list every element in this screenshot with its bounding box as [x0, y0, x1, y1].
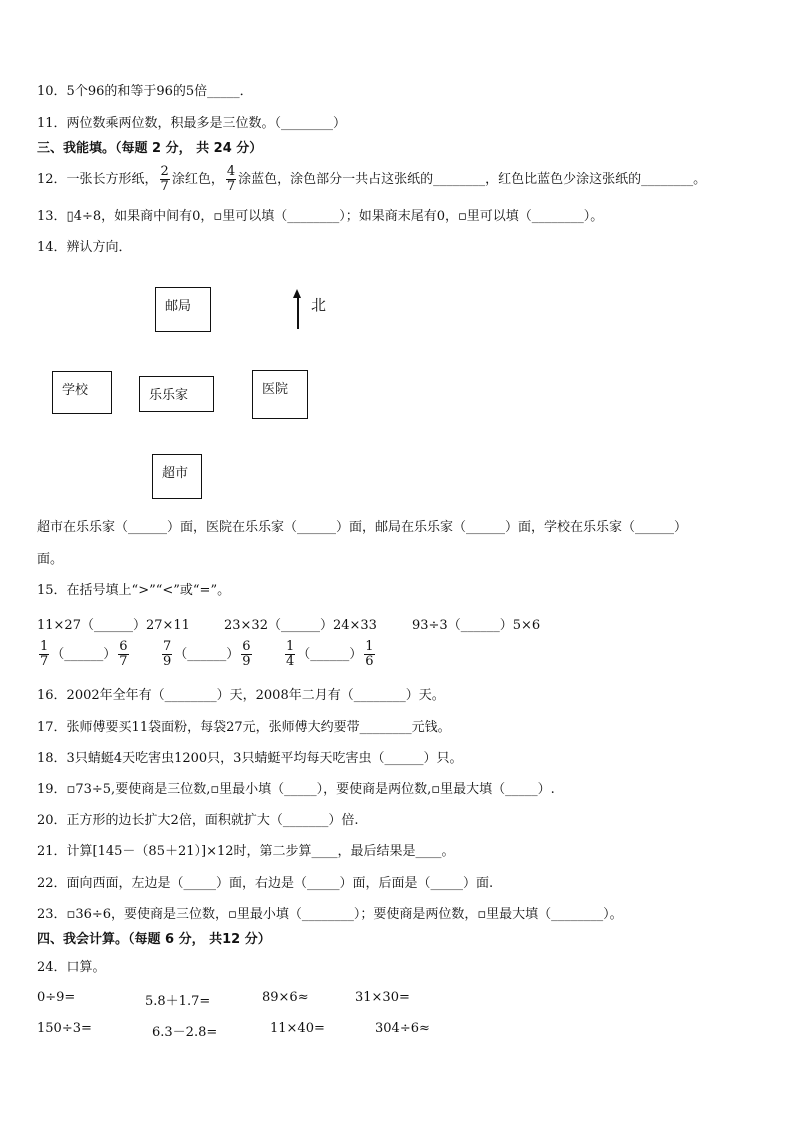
oral-calc-1-1: 0÷9=	[37, 990, 76, 1005]
question-15: 15．在括号填上“>”“<”或“=”。	[37, 583, 231, 598]
question-14-answer: 超市在乐乐家（______）面，医院在乐乐家（______）面，邮局在乐乐家（______）面，学校在乐乐家（______）	[37, 520, 688, 535]
oral-calc-2-2: 6.3－2.8=	[152, 1025, 218, 1040]
q15-p3-r-num: 1	[365, 639, 374, 654]
q15-p2-l-den: 9	[163, 654, 172, 669]
question-14: 14．辨认方向．	[37, 240, 132, 255]
question-23: 23．▫36÷6，要使商是三位数，▫里最小填（________）；要使商是两位数，▫里最大填（________）。	[37, 907, 623, 922]
q12-f1-num: 2	[160, 164, 169, 179]
q15-p2-left	[162, 640, 172, 669]
question-19: 19．▫73÷5,要使商是三位数,▫里最小填（_____），要使商是两位数,▫里最大填（_____）.	[37, 782, 555, 797]
oral-calc-1-2: 5.8＋1.7=	[145, 994, 211, 1009]
section-4-heading: 四、我会计算。（每题 6 分， 共12 分）	[37, 932, 271, 947]
question-21: 21．计算[145－（85＋21）]×12时，第二步算____，最后结果是____。	[37, 844, 455, 859]
q15-p2-r-num: 6	[242, 639, 251, 654]
school-box	[52, 371, 112, 414]
q15-p2-blank: （______）	[174, 647, 240, 662]
q15-p2-right	[241, 640, 251, 669]
lele-home-box	[139, 376, 214, 412]
q12-prefix: 12．一张长方形纸，	[37, 172, 158, 187]
supermarket-box	[152, 454, 202, 499]
question-18: 18．3只蜻蜓4天吃害虫1200只，3只蜻蜓平均每天吃害虫（______）只。	[37, 751, 463, 766]
q15-compare-b: 23×32（______）24×33	[224, 618, 377, 633]
q15-compare-a: 11×27（______）27×11	[37, 618, 190, 633]
question-10: 10．5个96的和等于96的5倍_____．	[37, 84, 253, 99]
q15-p1-left	[39, 640, 49, 669]
q15-p1-r-num: 6	[119, 639, 128, 654]
question-17: 17．张师傅要买11袋面粉，每袋27元，张师傅大约要带________元钱。	[37, 720, 451, 735]
q12-fraction-1	[160, 165, 170, 194]
oral-calc-2-3: 11×40=	[270, 1021, 325, 1036]
q15-p1-r-den: 7	[119, 654, 128, 669]
q15-p1-l-num: 1	[40, 639, 49, 654]
q15-p1-right	[118, 640, 128, 669]
q15-p2-r-den: 9	[242, 654, 251, 669]
north-label: 北	[311, 296, 327, 314]
q15-compare-c: 93÷3（______）5×6	[412, 618, 541, 633]
supermarket-label: 超市	[162, 466, 189, 481]
question-11: 11．两位数乘两位数，积最多是三位数。（________）	[37, 116, 347, 131]
hospital-label: 医院	[262, 382, 289, 397]
q15-p3-l-den: 4	[286, 654, 295, 669]
q15-p3-left	[285, 640, 295, 669]
oral-calc-1-3: 89×6≈	[262, 990, 309, 1005]
q15-p3-blank: （______）	[297, 647, 363, 662]
q15-p3-r-den: 6	[365, 654, 374, 669]
q12-f1-den: 7	[160, 179, 169, 194]
q15-fraction-compare-3	[283, 640, 377, 669]
oral-calc-2-4: 304÷6≈	[375, 1021, 430, 1036]
oral-calc-1-4: 31×30=	[355, 990, 410, 1005]
q12-f2-num: 4	[226, 164, 236, 179]
lele-home-label: 乐乐家	[149, 388, 189, 403]
north-arrow-icon	[297, 296, 299, 329]
q15-p2-l-num: 7	[163, 639, 172, 654]
q15-fraction-compare-2	[160, 640, 254, 669]
question-12	[37, 162, 706, 198]
q15-p1-l-den: 7	[40, 654, 49, 669]
q15-fraction-compare-1	[37, 640, 131, 669]
q15-p3-l-num: 1	[286, 639, 295, 654]
post-office-label: 邮局	[165, 299, 192, 314]
section-3-heading: 三、我能填。（每题 2 分， 共 24 分）	[37, 141, 263, 156]
question-20: 20．正方形的边长扩大2倍，面积就扩大（_______）倍.	[37, 813, 359, 828]
hospital-box	[252, 370, 308, 419]
q12-suffix: 涂蓝色，涂色部分一共占这张纸的________，红色比蓝色少涂这张纸的________。	[238, 172, 707, 187]
question-13: 13．▯4÷8，如果商中间有0，▫里可以填（________）；如果商末尾有0，▫里可以填（________）。	[37, 209, 604, 224]
question-24: 24．口算。	[37, 960, 106, 975]
q15-p3-right	[364, 640, 374, 669]
post-office-box	[155, 287, 211, 332]
school-label: 学校	[62, 383, 89, 398]
question-22: 22．面向西面，左边是（_____）面，右边是（_____）面，后面是（_____）面.	[37, 876, 494, 891]
q12-fraction-2	[226, 165, 236, 194]
question-14-answer-end: 面。	[37, 552, 64, 567]
q12-mid: 涂红色，	[171, 172, 224, 187]
oral-calc-2-1: 150÷3=	[37, 1021, 92, 1036]
q12-f2-den: 7	[226, 179, 236, 194]
question-16: 16．2002年全年有（________）天，2008年二月有（________）天。	[37, 688, 445, 703]
q15-p1-blank: （______）	[51, 647, 117, 662]
